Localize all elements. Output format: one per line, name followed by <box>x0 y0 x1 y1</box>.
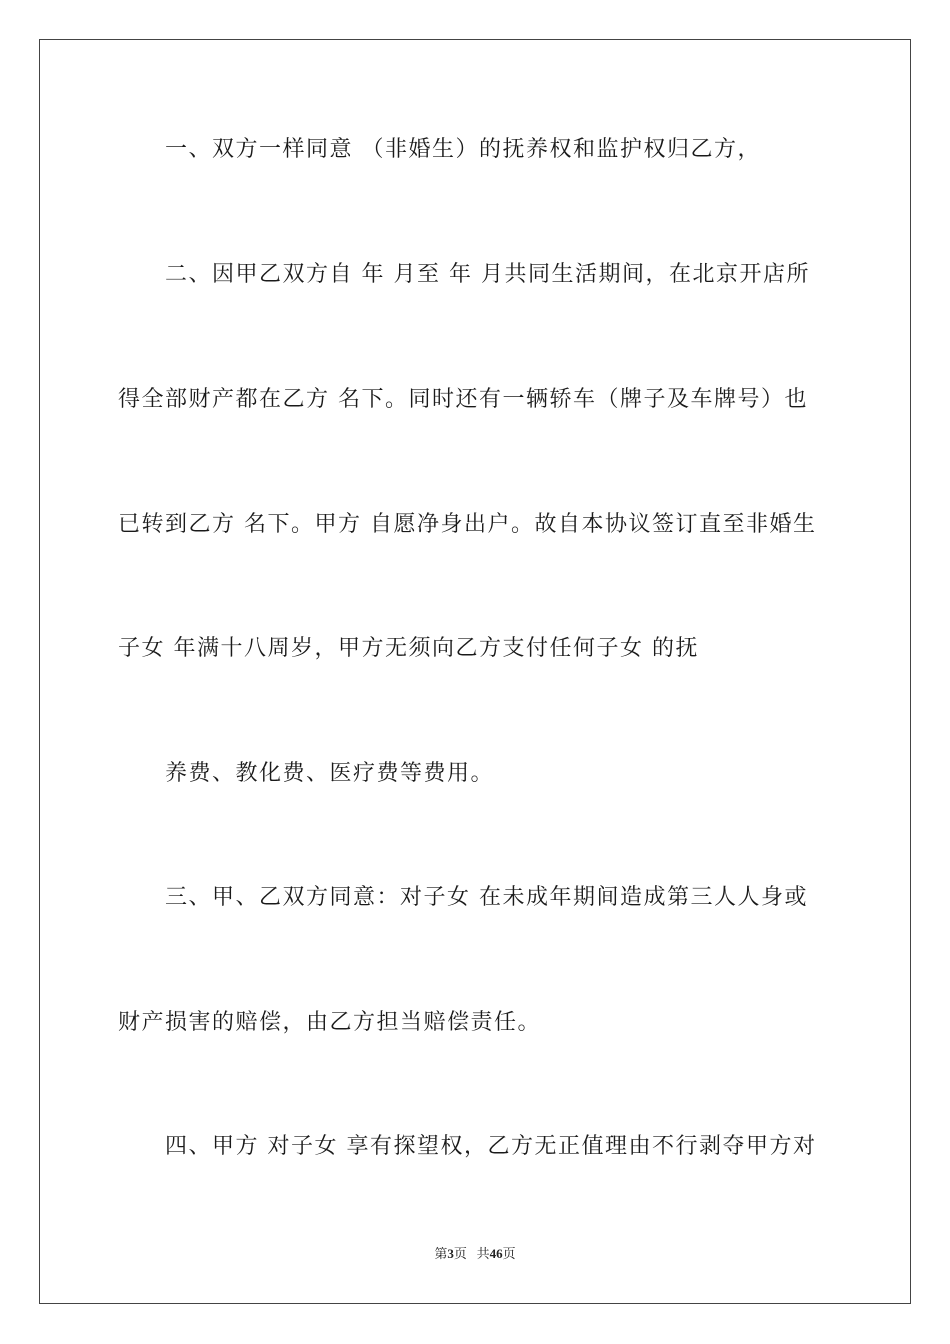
paragraph-line-5: 子女 年满十八周岁，甲方无须向乙方支付任何子女 的抚 <box>118 636 699 661</box>
current-page-number: 3 <box>447 1246 454 1261</box>
footer-prefix: 第 <box>434 1246 448 1261</box>
footer-total-prefix: 共 <box>476 1246 490 1261</box>
paragraph-line-9: 四、甲方 对子女 享有探望权，乙方无正值理由不行剥夺甲方对 <box>165 1134 817 1159</box>
page-frame <box>39 39 911 1304</box>
paragraph-line-1: 一、双方一样同意 （非婚生）的抚养权和监护权归乙方， <box>165 137 761 162</box>
footer-total-suffix: 页 <box>502 1246 516 1261</box>
paragraph-line-6: 养费、教化费、医疗费等费用。 <box>165 761 495 786</box>
total-pages-number: 46 <box>489 1246 503 1261</box>
footer-page-suffix: 页 <box>453 1246 467 1261</box>
paragraph-line-3: 得全部财产都在乙方 名下。同时还有一辆轿车（牌子及车牌号）也 <box>118 387 808 412</box>
paragraph-line-7: 三、甲、乙双方同意：对子女 在未成年期间造成第三人人身或 <box>165 885 808 910</box>
page-footer <box>0 1245 950 1263</box>
paragraph-line-2: 二、因甲乙双方自 年 月至 年 月共同生活期间，在北京开店所 <box>165 262 810 287</box>
paragraph-line-4: 已转到乙方 名下。甲方 自愿净身出户。故自本协议签订直至非婚生 <box>118 512 817 537</box>
paragraph-line-8: 财产损害的赔偿，由乙方担当赔偿责任。 <box>118 1010 542 1035</box>
